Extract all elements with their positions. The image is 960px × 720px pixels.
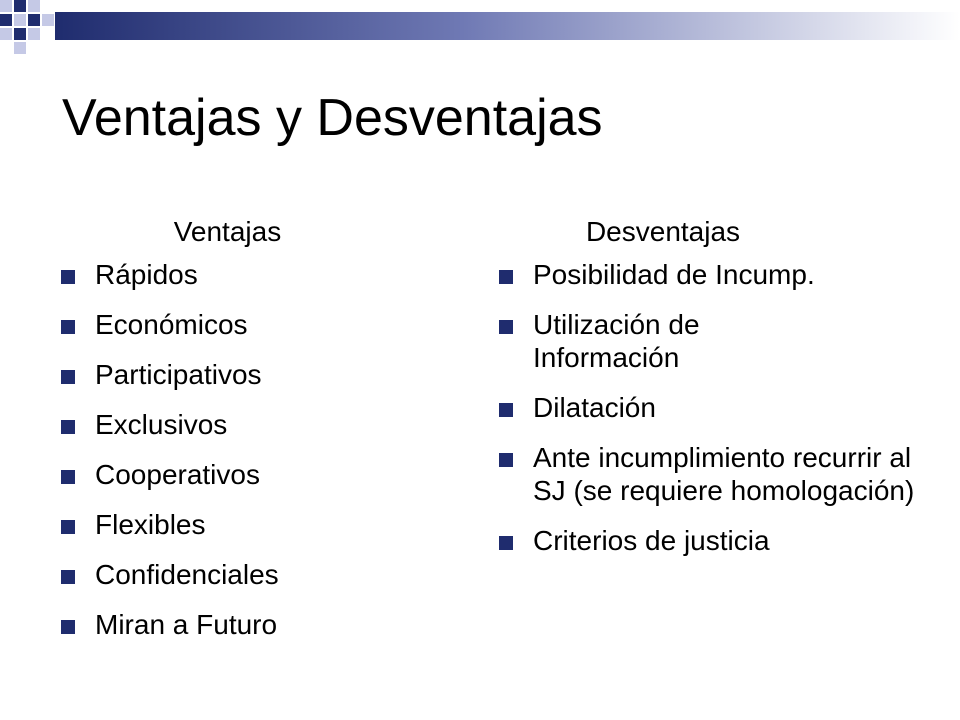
list-item — [498, 441, 933, 507]
list-item — [498, 524, 938, 557]
list-item-text: Miran a Futuro — [95, 609, 278, 640]
square-bullet-icon — [61, 420, 75, 434]
list-item-text: Económicos — [95, 309, 248, 340]
list-item-text: Criterios de justicia — [533, 525, 770, 556]
list-item-text: Confidenciales — [95, 559, 279, 590]
list-item — [60, 358, 390, 391]
square-bullet-icon — [499, 320, 513, 334]
square-bullet-icon — [61, 520, 75, 534]
square-bullet-icon — [499, 453, 513, 467]
list-item — [498, 308, 783, 374]
desventajas-heading: Desventajas — [585, 216, 741, 247]
square-bullet-icon — [499, 403, 513, 417]
list-item — [60, 458, 390, 491]
list-item — [498, 391, 938, 424]
list-item — [60, 608, 390, 641]
list-item-text: Posibilidad de Incump. — [533, 259, 815, 290]
list-item — [60, 408, 390, 441]
list-item-text: Dilatación — [533, 392, 656, 423]
list-item — [60, 308, 390, 341]
desventajas-column — [498, 212, 938, 574]
square-bullet-icon — [61, 370, 75, 384]
square-bullet-icon — [61, 570, 75, 584]
square-bullet-icon — [499, 270, 513, 284]
list-item — [60, 258, 390, 291]
list-item — [60, 508, 390, 541]
list-item-text: Utilización de Información — [533, 309, 700, 373]
square-bullet-icon — [61, 470, 75, 484]
square-bullet-icon — [61, 320, 75, 334]
header-decoration — [0, 0, 960, 60]
list-item-text: Participativos — [95, 359, 262, 390]
ventajas-heading: Ventajas — [173, 216, 282, 247]
slide-title: Ventajas y Desventajas — [62, 89, 603, 147]
list-item-text: Ante incumplimiento recurrir al SJ (se requiere homologación) — [533, 442, 915, 506]
square-bullet-icon — [499, 536, 513, 550]
list-item-text: Flexibles — [95, 509, 206, 540]
ventajas-list — [60, 258, 390, 641]
list-item-text: Cooperativos — [95, 459, 260, 490]
square-bullet-icon — [61, 270, 75, 284]
list-item — [498, 258, 938, 291]
list-item-text: Rápidos — [95, 259, 198, 290]
list-item — [60, 558, 390, 591]
list-item-text: Exclusivos — [95, 409, 228, 440]
square-bullet-icon — [61, 620, 75, 634]
ventajas-column — [60, 212, 390, 658]
desventajas-list — [498, 258, 938, 557]
